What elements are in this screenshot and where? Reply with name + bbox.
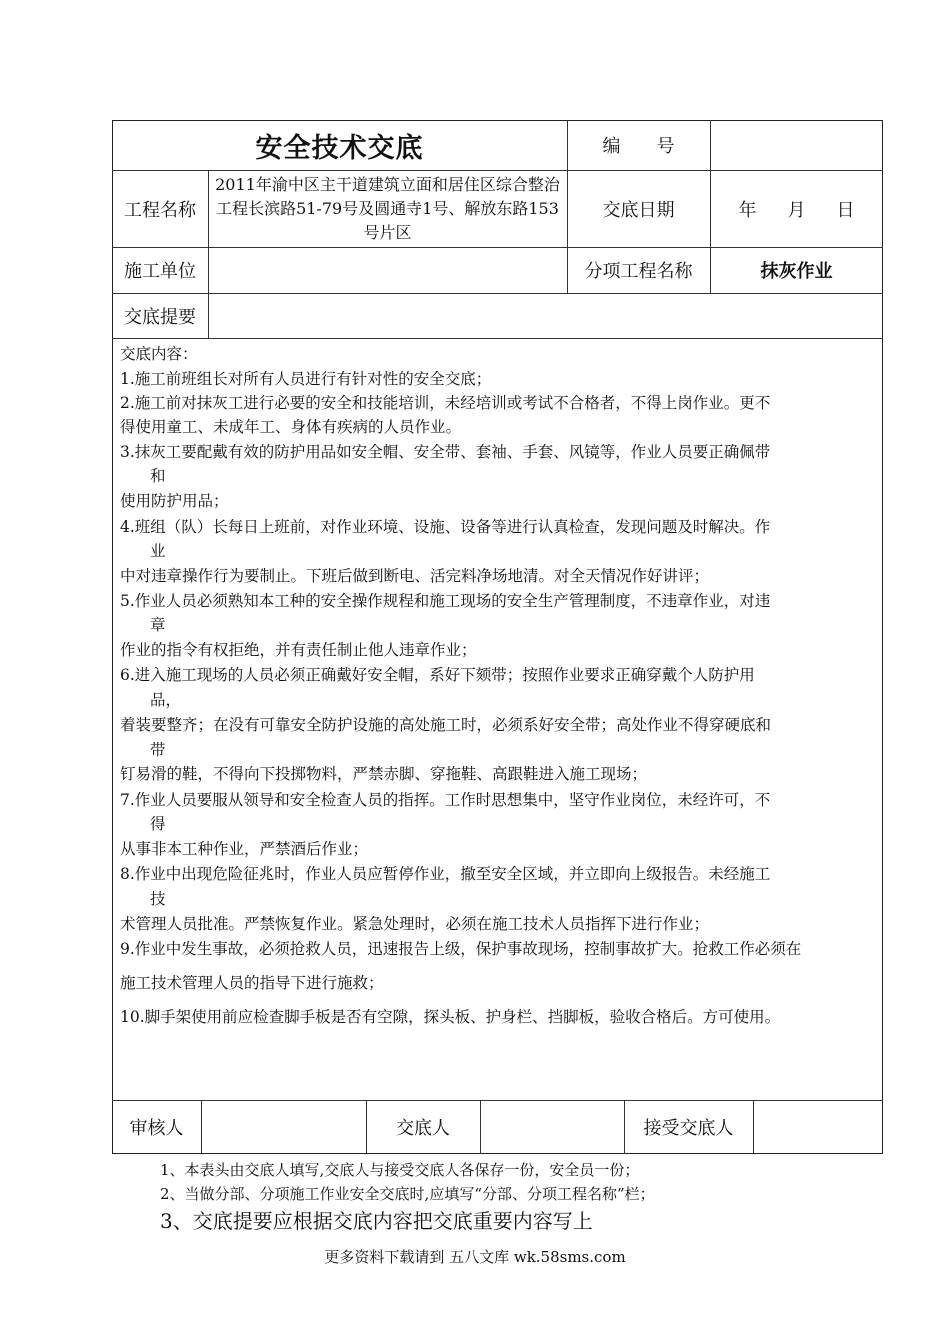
content-line: 钉易滑的鞋，不得向下投掷物料，严禁赤脚、穿拖鞋、高跟鞋进入施工现场； xyxy=(120,765,648,783)
note-2: 2、当做分部、分项施工作业安全交底时,应填写“分部、分项工程名称”栏； xyxy=(160,1185,655,1203)
content-line: 得 xyxy=(150,815,166,833)
content-line: 作业的指令有权拒绝，并有责任制止他人违章作业； xyxy=(120,641,477,659)
receiver-label: 接受交底人 xyxy=(643,1118,734,1139)
construction-unit-label: 施工单位 xyxy=(124,261,196,282)
content-line: 10.脚手架使用前应检查脚手板是否有空隙，探头板、护身栏、挡脚板，验收合格后。方可使用。 xyxy=(120,1008,781,1026)
number-field[interactable] xyxy=(710,120,883,170)
date-day: 日 xyxy=(836,199,855,221)
content-line: 和 xyxy=(150,467,166,485)
content-heading: 交底内容： xyxy=(120,345,198,363)
number-label: 编 号 xyxy=(602,136,675,157)
sub-project-value[interactable]: 抹灰作业 xyxy=(760,261,833,282)
content-line: 9.作业中发生事故，必须抢救人员，迅速报告上级，保护事故现场，控制事故扩大。抢救工作必须在 xyxy=(120,940,802,958)
disclosure-date-field[interactable] xyxy=(710,170,883,247)
content-line: 施工技术管理人员的指导下进行施救； xyxy=(120,974,384,992)
content-line: 1.施工前班组长对所有人员进行有针对性的安全交底； xyxy=(120,370,492,388)
content-line: 带 xyxy=(150,741,166,759)
content-line: 品， xyxy=(150,691,182,709)
note-3: 3、交底提要应根据交底内容把交底重要内容写上 xyxy=(160,1209,593,1233)
content-line: 从事非本工种作业，严禁酒后作业； xyxy=(120,840,369,858)
content-line: 术管理人员批准。严禁恢复作业。紧急处理时，必须在施工技术人员指挥下进行作业； xyxy=(120,915,710,933)
content-line: 使用防护用品； xyxy=(120,492,229,510)
content-line: 中对违章操作行为要制止。下班后做到断电、活完料净场地清。对全天情况作好讲评； xyxy=(120,567,710,585)
content-line: 得使用童工、未成年工、身体有疾病的人员作业。 xyxy=(120,418,462,436)
content-line: 7.作业人员要服从领导和安全检查人员的指挥。工作时思想集中，坚守作业岗位，未经许可，不 xyxy=(120,791,771,809)
receiver-field[interactable] xyxy=(753,1100,883,1154)
note-1: 1、本表头由交底人填写,交底人与接受交底人各保存一份，安全员一份； xyxy=(160,1161,640,1179)
discloser-field[interactable] xyxy=(480,1100,624,1154)
footer-link-text: 更多资料下载请到 五八文库 wk.58sms.com xyxy=(324,1248,626,1266)
content-line: 4.班组（队）长每日上班前，对作业环境、设施、设备等进行认真检查，发现问题及时解决。作 xyxy=(120,518,771,536)
content-line: 5.作业人员必须熟知本工种的安全操作规程和施工现场的安全生产管理制度，不违章作业，对违 xyxy=(120,592,771,610)
reviewer-field[interactable] xyxy=(201,1100,366,1154)
project-name-value[interactable]: 2011年渝中区主干道建筑立面和居住区综合整治工程长滨路51-79号及圆通寺1号、解放东路153号片区 xyxy=(215,174,560,242)
project-name-label: 工程名称 xyxy=(124,199,196,221)
date-month: 月 xyxy=(787,199,806,221)
content-line: 8.作业中出现危险征兆时，作业人员应暂停作业，撤至安全区域，并立即向上级报告。未经施工 xyxy=(120,865,771,883)
date-year: 年 xyxy=(738,199,757,221)
content-line: 3.抹灰工要配戴有效的防护用品如安全帽、安全带、套袖、手套、风镜等，作业人员要正确佩带 xyxy=(120,443,771,461)
content-line: 着装要整齐；在没有可靠安全防护设施的高处施工时，必须系好安全带；高处作业不得穿硬底和 xyxy=(120,716,772,734)
content-line: 章 xyxy=(150,616,166,634)
construction-unit-field[interactable] xyxy=(208,247,567,293)
sub-project-label: 分项工程名称 xyxy=(584,261,693,282)
content-line: 2.施工前对抹灰工进行必要的安全和技能培训，未经培训或考试不合格者，不得上岗作业。更不 xyxy=(120,394,771,412)
form-title: 安全技术交底 xyxy=(255,132,424,164)
row-line xyxy=(112,338,883,339)
content-line: 业 xyxy=(150,542,166,560)
content-line: 6.进入施工现场的人员必须正确戴好安全帽，系好下颏带；按照作业要求正确穿戴个人防护用 xyxy=(120,666,755,684)
disclosure-date-label: 交底日期 xyxy=(602,199,675,221)
discloser-label: 交底人 xyxy=(396,1118,450,1139)
summary-label: 交底提要 xyxy=(124,306,196,328)
content-line: 技 xyxy=(150,890,166,908)
reviewer-label: 审核人 xyxy=(129,1118,184,1139)
summary-field[interactable] xyxy=(208,293,883,338)
